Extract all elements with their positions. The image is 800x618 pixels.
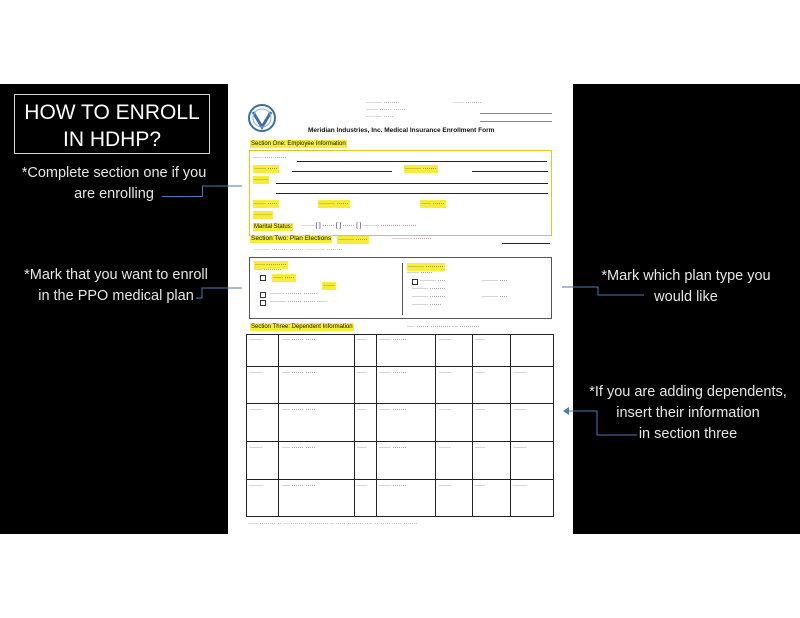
- table-cell: ·······: [249, 337, 263, 343]
- field-line: [502, 243, 550, 244]
- table-rule: [246, 403, 554, 404]
- form-instruction-text: ········ ········ ······· ·········· ········: [254, 247, 343, 253]
- header-rule: [480, 113, 552, 114]
- marital-options: ······ [ ] ······ [ ] ······ [ ] ········ ·········· ·······: [302, 223, 417, 229]
- table-cell: ···· ······ ·····: [282, 445, 316, 451]
- plan-label: ···· ·········: [254, 267, 282, 273]
- plan-type-option: ········ ········: [412, 286, 446, 292]
- note-line: in the PPO medical plan: [38, 288, 194, 304]
- marital-status-label: Marital Status:: [254, 224, 293, 230]
- table-cell: ·······: [513, 407, 527, 413]
- plan-type-option: ········ ······: [412, 302, 442, 308]
- note-line: *If you are adding dependents,: [589, 384, 787, 400]
- plan-option: ······· ········ ·······: [270, 291, 318, 297]
- field-line: [472, 171, 548, 172]
- header-text: ········ ········: [366, 100, 400, 106]
- arrow-left-icon: [556, 282, 646, 296]
- table-cell: ···· ······ ·····: [282, 370, 316, 376]
- note-line: *Complete section one if you: [21, 165, 207, 181]
- table-cell: ·····: [475, 445, 485, 451]
- section-three-header: Section Three: Dependent Information: [251, 324, 353, 330]
- header-text: ······ ······ ······: [366, 107, 406, 113]
- table-rule: [246, 479, 554, 480]
- header-text: ······ ········: [452, 100, 482, 106]
- table-cell: ·····: [357, 445, 367, 451]
- table-cell: ······ ·······: [379, 407, 407, 413]
- checkbox[interactable]: [260, 292, 266, 298]
- field-label: ·········· ·········: [392, 236, 432, 242]
- table-col: [354, 334, 355, 517]
- plan-type-option: ········ ····: [482, 278, 508, 284]
- table-cell: ···· ······ ·····: [282, 337, 316, 343]
- table-col: [376, 334, 377, 517]
- table-rule: [246, 441, 554, 442]
- note-complete-section-one: [4, 163, 224, 205]
- table-cell: ·······: [249, 370, 263, 376]
- table-cell: ·····: [357, 483, 367, 489]
- table-col: [510, 334, 511, 517]
- checkbox[interactable]: [260, 275, 266, 281]
- note-line: insert their information: [616, 405, 760, 421]
- company-logo-icon: [246, 103, 278, 133]
- section-one-header: Section One: Employee Information: [251, 141, 346, 147]
- enrollment-form-image: [242, 97, 562, 529]
- section-two-header: Section Two: Plan Elections: [251, 235, 332, 242]
- header-text: ········ ·····: [366, 114, 394, 120]
- checkbox[interactable]: [412, 279, 418, 285]
- table-cell: ·····: [357, 337, 367, 343]
- table-cell: ······ ·······: [379, 445, 407, 451]
- table-cell: ·····: [357, 407, 367, 413]
- table-cell: ···· ······ ·····: [282, 483, 316, 489]
- plan-type-label: ······ ······: [407, 270, 433, 276]
- table-cell: ·······: [513, 370, 527, 376]
- table-col: [472, 334, 473, 517]
- field-label: ········ ·······: [405, 166, 437, 172]
- table-rule: [246, 366, 554, 367]
- field-line: [276, 183, 548, 184]
- table-cell: ·····: [475, 370, 485, 376]
- table-cell: ·······: [513, 483, 527, 489]
- table-cell: ·····: [475, 483, 485, 489]
- form-footer-text: ····· ········ ·· ··· ········ ·········· ·· ····· ········ ···· ·· ····· ····· ·······: [248, 521, 418, 527]
- table-cell: ······: [439, 483, 451, 489]
- divider: [402, 263, 403, 315]
- table-cell: ···· ······ ·····: [282, 407, 316, 413]
- table-cell: ·······: [249, 483, 263, 489]
- dependents-table: [246, 334, 554, 517]
- plan-label: ····· ··········: [255, 262, 287, 268]
- slide-title-line-2: IN HDHP?: [62, 128, 162, 151]
- field-label: ······ ·····: [254, 166, 278, 172]
- note-line: *Mark which plan type you: [601, 268, 771, 284]
- note-line: *Mark that you want to enroll: [24, 267, 208, 283]
- field-label: ······ ·····: [254, 201, 278, 207]
- table-col: [435, 334, 436, 517]
- plan-option: ····· ·····: [273, 275, 295, 281]
- table-cell: ·······: [513, 445, 527, 451]
- plan-option: ········ ······· ······ ·····: [270, 299, 327, 305]
- table-cell: ······ ·······: [379, 483, 407, 489]
- table-cell: ·····: [475, 337, 485, 343]
- field-line: [292, 171, 392, 172]
- plan-type-option: ········ ····: [420, 278, 446, 284]
- field-label: ·······: [254, 177, 268, 183]
- slide-title: [14, 94, 210, 154]
- table-cell: ······: [439, 370, 451, 376]
- field-line: [276, 193, 548, 194]
- field-label: ········ ······: [338, 237, 368, 243]
- right-instruction-panel: [573, 84, 800, 534]
- table-cell: ·······: [249, 445, 263, 451]
- form-instruction-text: ···· ······ ·········· ··· ··········: [407, 324, 480, 330]
- plan-type-label: ········ ·········: [408, 264, 444, 270]
- field-line: [297, 161, 547, 162]
- arrow-left-icon: [563, 403, 643, 437]
- table-cell: ······ ·······: [379, 337, 407, 343]
- plan-type-option: ········ ········: [412, 294, 446, 300]
- slide-title-line-1: HOW TO ENROLL: [24, 101, 200, 124]
- field-label: ····· ······: [421, 201, 445, 207]
- table-cell: ······: [439, 337, 451, 343]
- table-cell: ·······: [249, 407, 263, 413]
- checkbox[interactable]: [260, 300, 266, 306]
- arrow-connector: [162, 196, 202, 197]
- header-rule: [480, 121, 552, 122]
- plan-elections-box: [249, 257, 552, 319]
- form-title: Meridian Industries, Inc. Medical Insurance Enrollment Form: [308, 127, 495, 134]
- table-cell: ······: [439, 407, 451, 413]
- note-line: would like: [654, 289, 718, 305]
- note-mark-ppo: [4, 265, 228, 307]
- note-line: are enrolling: [74, 186, 154, 202]
- field-label: ········ ······: [319, 201, 349, 207]
- field-label: ····· ···· ······: [253, 155, 287, 161]
- table-cell: ······ ·······: [379, 370, 407, 376]
- plan-option: ······: [323, 283, 335, 289]
- table-col: [278, 334, 279, 517]
- field-label: ·········: [254, 212, 272, 218]
- note-line: in section three: [638, 426, 738, 442]
- plan-type-option: ········ ····: [482, 294, 508, 300]
- table-cell: ·····: [475, 407, 485, 413]
- table-cell: ·····: [357, 370, 367, 376]
- table-cell: ······: [439, 445, 451, 451]
